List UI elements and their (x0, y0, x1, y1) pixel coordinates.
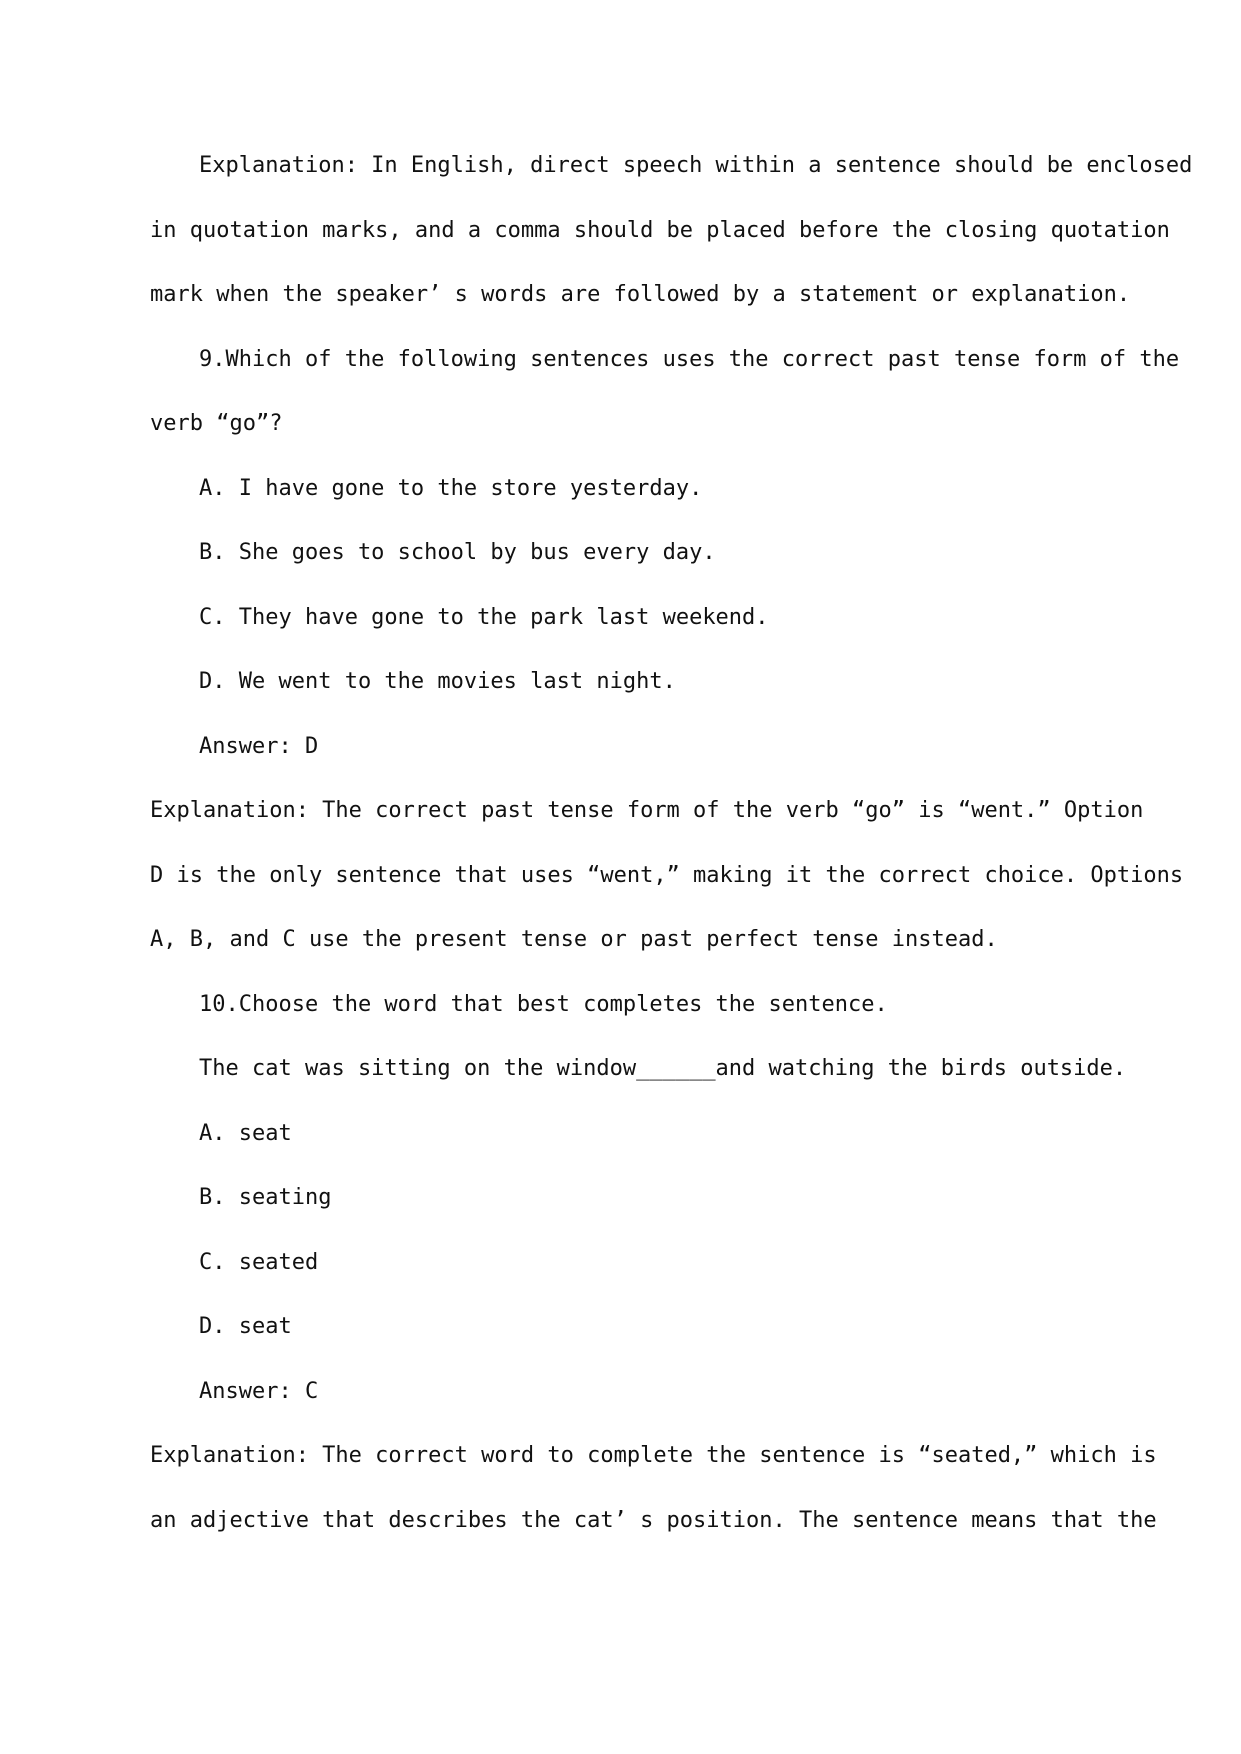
paragraph-line: in quotation marks, and a comma should be placed before the closing quotation (150, 218, 1170, 243)
option-d: D. seat (199, 1314, 292, 1339)
question-10-sentence: The cat was sitting on the window______and watching the birds outside. (199, 1056, 1127, 1081)
explanation-line: Explanation: The correct word to complete the sentence is “seated,” which is (150, 1443, 1157, 1468)
explanation-line: Explanation: The correct past tense form of the verb “go” is “went.” Option (150, 798, 1144, 823)
option-c: C. They have gone to the park last weekend. (199, 605, 769, 630)
option-c: C. seated (199, 1250, 319, 1275)
explanation-line: A, B, and C use the present tense or past perfect tense instead. (150, 927, 998, 952)
answer-line: Answer: C (199, 1379, 319, 1404)
option-b: B. seating (199, 1185, 332, 1210)
explanation-line: D is the only sentence that uses “went,” making it the correct choice. Options (150, 863, 1184, 888)
option-b: B. She goes to school by bus every day. (199, 540, 716, 565)
option-a: A. seat (199, 1121, 292, 1146)
paragraph-line: mark when the speaker’ s words are followed by a statement or explanation. (150, 282, 1131, 307)
answer-line: Answer: D (199, 734, 319, 759)
option-a: A. I have gone to the store yesterday. (199, 476, 703, 501)
question-9-line: verb “go”? (150, 411, 283, 436)
paragraph-line: Explanation: In English, direct speech within a sentence should be enclosed (199, 153, 1193, 178)
question-10-line: 10.Choose the word that best completes the sentence. (199, 992, 888, 1017)
option-d: D. We went to the movies last night. (199, 669, 676, 694)
question-9-line: 9.Which of the following sentences uses the correct past tense form of the (199, 347, 1180, 372)
explanation-line: an adjective that describes the cat’ s position. The sentence means that the (150, 1508, 1157, 1533)
